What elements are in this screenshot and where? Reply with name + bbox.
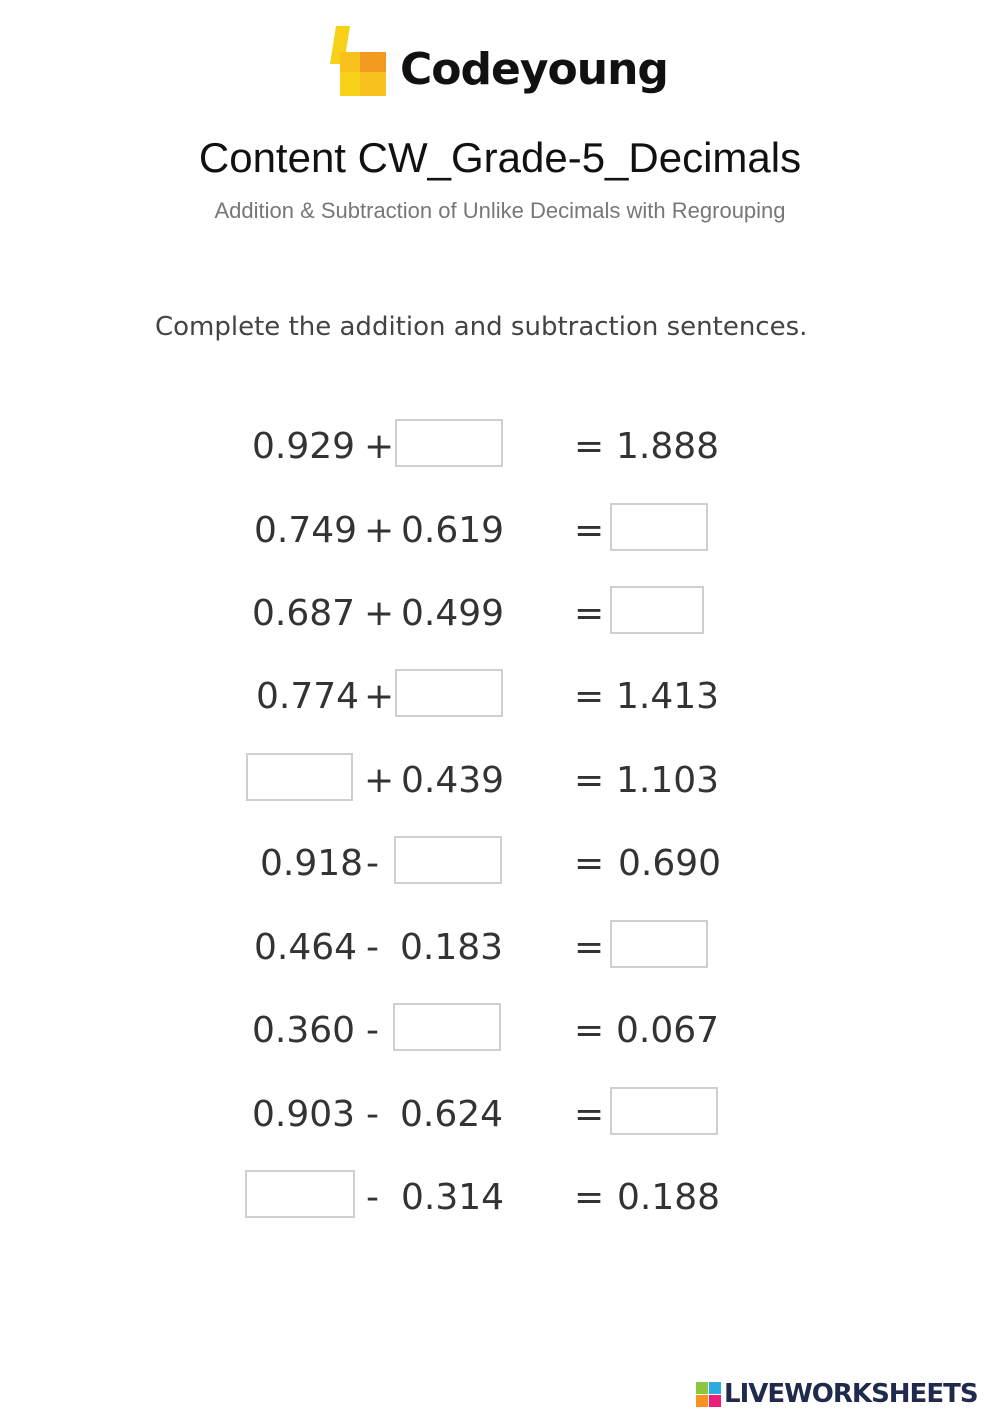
first-number: 0.687: [252, 593, 356, 634]
result-answer-box[interactable]: [610, 1087, 718, 1135]
page-title: Content CW_Grade-5_Decimals: [198, 134, 802, 181]
footer-branding: [696, 1378, 996, 1410]
second-number: 0.619: [401, 510, 505, 551]
codeyoung-logo: [330, 24, 690, 104]
minus-sign: -: [366, 927, 379, 968]
first-number: 0.464: [254, 927, 358, 968]
result-answer-box[interactable]: [610, 586, 704, 634]
first-number: 0.918: [260, 843, 364, 884]
first-number-answer-box[interactable]: [245, 1170, 355, 1218]
equals-sign: =: [574, 760, 605, 801]
equals-sign: =: [574, 843, 605, 884]
equals-sign: =: [574, 927, 605, 968]
result: 0.188: [617, 1177, 721, 1218]
equals-sign: =: [574, 426, 605, 467]
minus-sign: -: [366, 1177, 379, 1218]
second-number-answer-box[interactable]: [395, 419, 503, 467]
result: 0.067: [616, 1010, 720, 1051]
result: 0.690: [618, 843, 722, 884]
equals-sign: =: [574, 1010, 605, 1051]
minus-sign: -: [366, 1094, 379, 1135]
second-number-answer-box[interactable]: [395, 669, 503, 717]
result: 1.103: [616, 760, 720, 801]
plus-sign: +: [364, 760, 395, 801]
result: 1.888: [616, 426, 720, 467]
plus-sign: +: [364, 510, 395, 551]
logo-wordmark: Codeyoung: [400, 44, 668, 95]
equals-sign: =: [574, 593, 605, 634]
first-number: 0.360: [252, 1010, 356, 1051]
equals-sign: =: [574, 510, 605, 551]
second-number: 0.439: [401, 760, 505, 801]
footer-brand: LIVEWORKSHEETS: [724, 1379, 978, 1409]
equals-sign: =: [574, 1177, 605, 1218]
instruction-text: Complete the addition and subtraction sentences.: [155, 312, 808, 342]
equals-sign: =: [574, 676, 605, 717]
second-number: 0.624: [400, 1094, 504, 1135]
page-subtitle: Addition & Subtraction of Unlike Decimals with Regrouping: [214, 198, 786, 223]
plus-sign: +: [364, 676, 395, 717]
first-number: 0.774: [256, 676, 360, 717]
first-number: 0.929: [252, 426, 356, 467]
result: 1.413: [616, 676, 720, 717]
minus-sign: -: [366, 843, 379, 884]
result-answer-box[interactable]: [610, 503, 708, 551]
second-number-answer-box[interactable]: [393, 1003, 501, 1051]
equals-sign: =: [574, 1094, 605, 1135]
lw-badge-icon: [696, 1382, 722, 1408]
second-number-answer-box[interactable]: [394, 836, 502, 884]
second-number: 0.499: [401, 593, 505, 634]
first-number: 0.903: [252, 1094, 356, 1135]
plus-sign: +: [364, 426, 395, 467]
minus-sign: -: [366, 1010, 379, 1051]
first-number-answer-box[interactable]: [246, 753, 353, 801]
plus-sign: +: [364, 593, 395, 634]
result-answer-box[interactable]: [610, 920, 708, 968]
first-number: 0.749: [254, 510, 358, 551]
second-number: 0.183: [400, 927, 504, 968]
codeyoung-logo-icon: [330, 24, 390, 100]
second-number: 0.314: [401, 1177, 505, 1218]
